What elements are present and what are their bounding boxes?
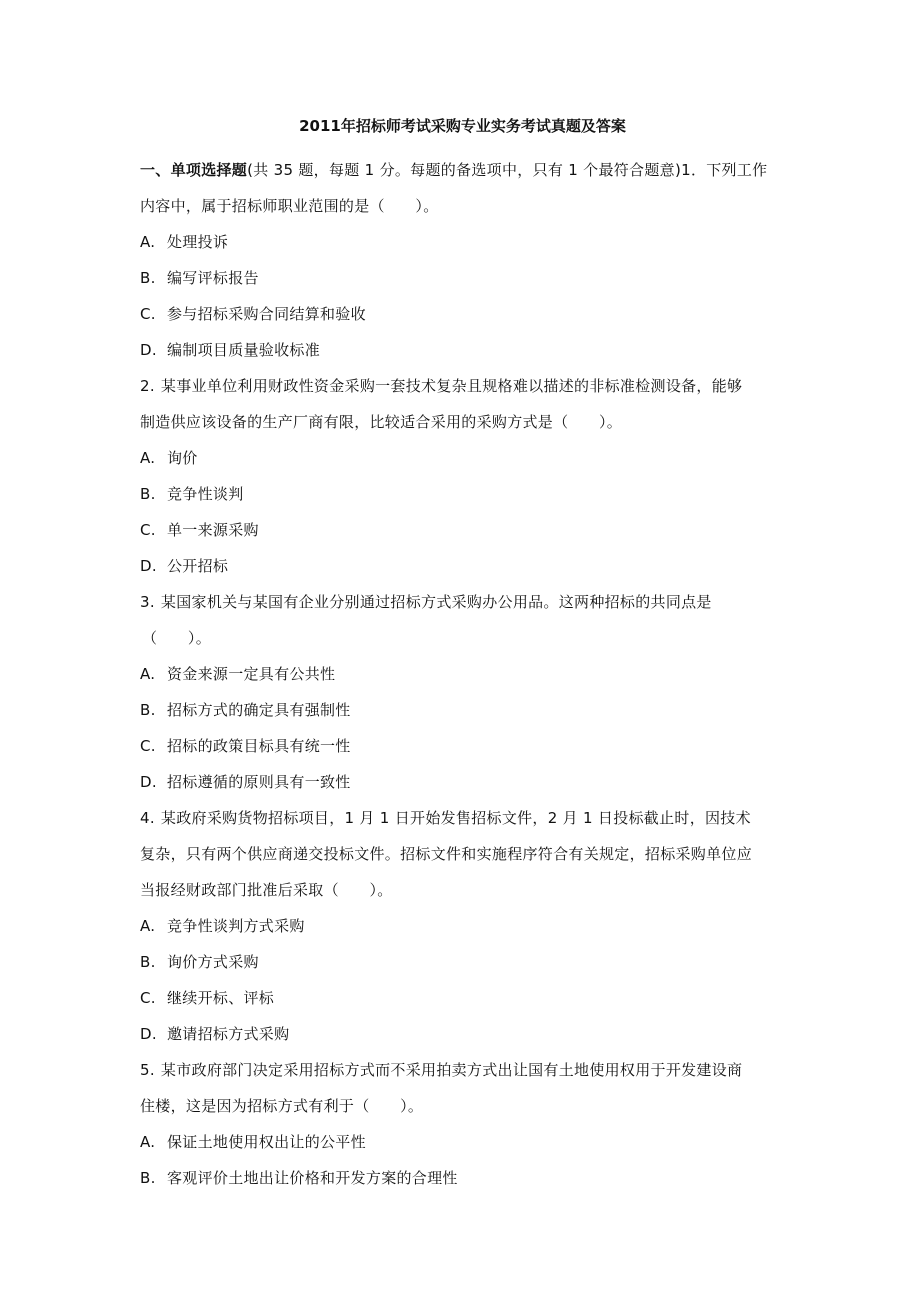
- section-instructions: (共 35 题，每题 1 分。每题的备选项中，只有 1 个最符合题意)1．下列工作: [247, 161, 768, 179]
- question-1-option-b: B. 编写评标报告: [140, 269, 259, 287]
- question-4-option-b: B. 询价方式采购: [140, 953, 259, 971]
- question-2-option-a: A. 询价: [140, 449, 198, 467]
- question-2-stem-line-1: 2. 某事业单位利用财政性资金采购一套技术复杂且规格难以描述的非标准检测设备，能够: [140, 368, 785, 404]
- question-1-option-c: C. 参与招标采购合同结算和验收: [140, 305, 366, 323]
- question-3-option-c: C. 招标的政策目标具有统一性: [140, 737, 351, 755]
- question-3-stem-line-2: （ ）。: [142, 629, 212, 647]
- question-number: 4.: [140, 809, 155, 827]
- question-2-option-b: B. 竞争性谈判: [140, 485, 244, 503]
- question-4-stem-line-3: 当报经财政部门批准后采取（ ）。: [140, 881, 393, 899]
- question-4-option-c: C. 继续开标、评标: [140, 989, 275, 1007]
- question-4-stem-line-1: 4. 某政府采购货物招标项目，1 月 1 日开始发售招标文件，2 月 1 日投标截止时，因技术: [140, 800, 785, 836]
- question-5-stem-line-1: 5. 某市政府部门决定采用招标方式而不采用拍卖方式出让国有土地使用权用于开发建设商: [140, 1052, 785, 1088]
- question-4-stem-line-2: 复杂，只有两个供应商递交投标文件。招标文件和实施程序符合有关规定，招标采购单位应: [140, 845, 753, 863]
- document-page: [140, 116, 785, 1196]
- section-heading-line: [140, 152, 785, 188]
- question-1-option-a: A. 处理投诉: [140, 233, 229, 251]
- question-number: 5.: [140, 1061, 155, 1079]
- document-title: 2011年招标师考试采购专业实务考试真题及答案: [299, 117, 626, 135]
- question-3-stem-line-1: 3. 某国家机关与某国有企业分别通过招标方式采购办公用品。这两种招标的共同点是: [140, 584, 785, 620]
- question-3-option-a: A. 资金来源一定具有公共性: [140, 665, 336, 683]
- question-1-stem: 内容中，属于招标师职业范围的是（ ）。: [140, 197, 439, 215]
- question-2-stem-line-2: 制造供应该设备的生产厂商有限，比较适合采用的采购方式是（ ）。: [140, 413, 623, 431]
- question-5-option-b: B. 客观评价土地出让价格和开发方案的合理性: [140, 1169, 458, 1187]
- question-4-option-a: A. 竞争性谈判方式采购: [140, 917, 305, 935]
- question-2-option-c: C. 单一来源采购: [140, 521, 259, 539]
- question-4-option-d: D. 邀请招标方式采购: [140, 1025, 290, 1043]
- question-number: 3.: [140, 593, 155, 611]
- question-3-option-d: D. 招标遵循的原则具有一致性: [140, 773, 351, 791]
- question-number: 2.: [140, 377, 155, 395]
- section-heading: 一、单项选择题: [140, 161, 248, 179]
- question-5-stem-line-2: 住楼，这是因为招标方式有利于（ ）。: [140, 1097, 424, 1115]
- question-5-option-a: A. 保证土地使用权出让的公平性: [140, 1133, 366, 1151]
- question-3-option-b: B. 招标方式的确定具有强制性: [140, 701, 351, 719]
- question-1-option-d: D. 编制项目质量验收标准: [140, 341, 321, 359]
- question-2-option-d: D. 公开招标: [140, 557, 229, 575]
